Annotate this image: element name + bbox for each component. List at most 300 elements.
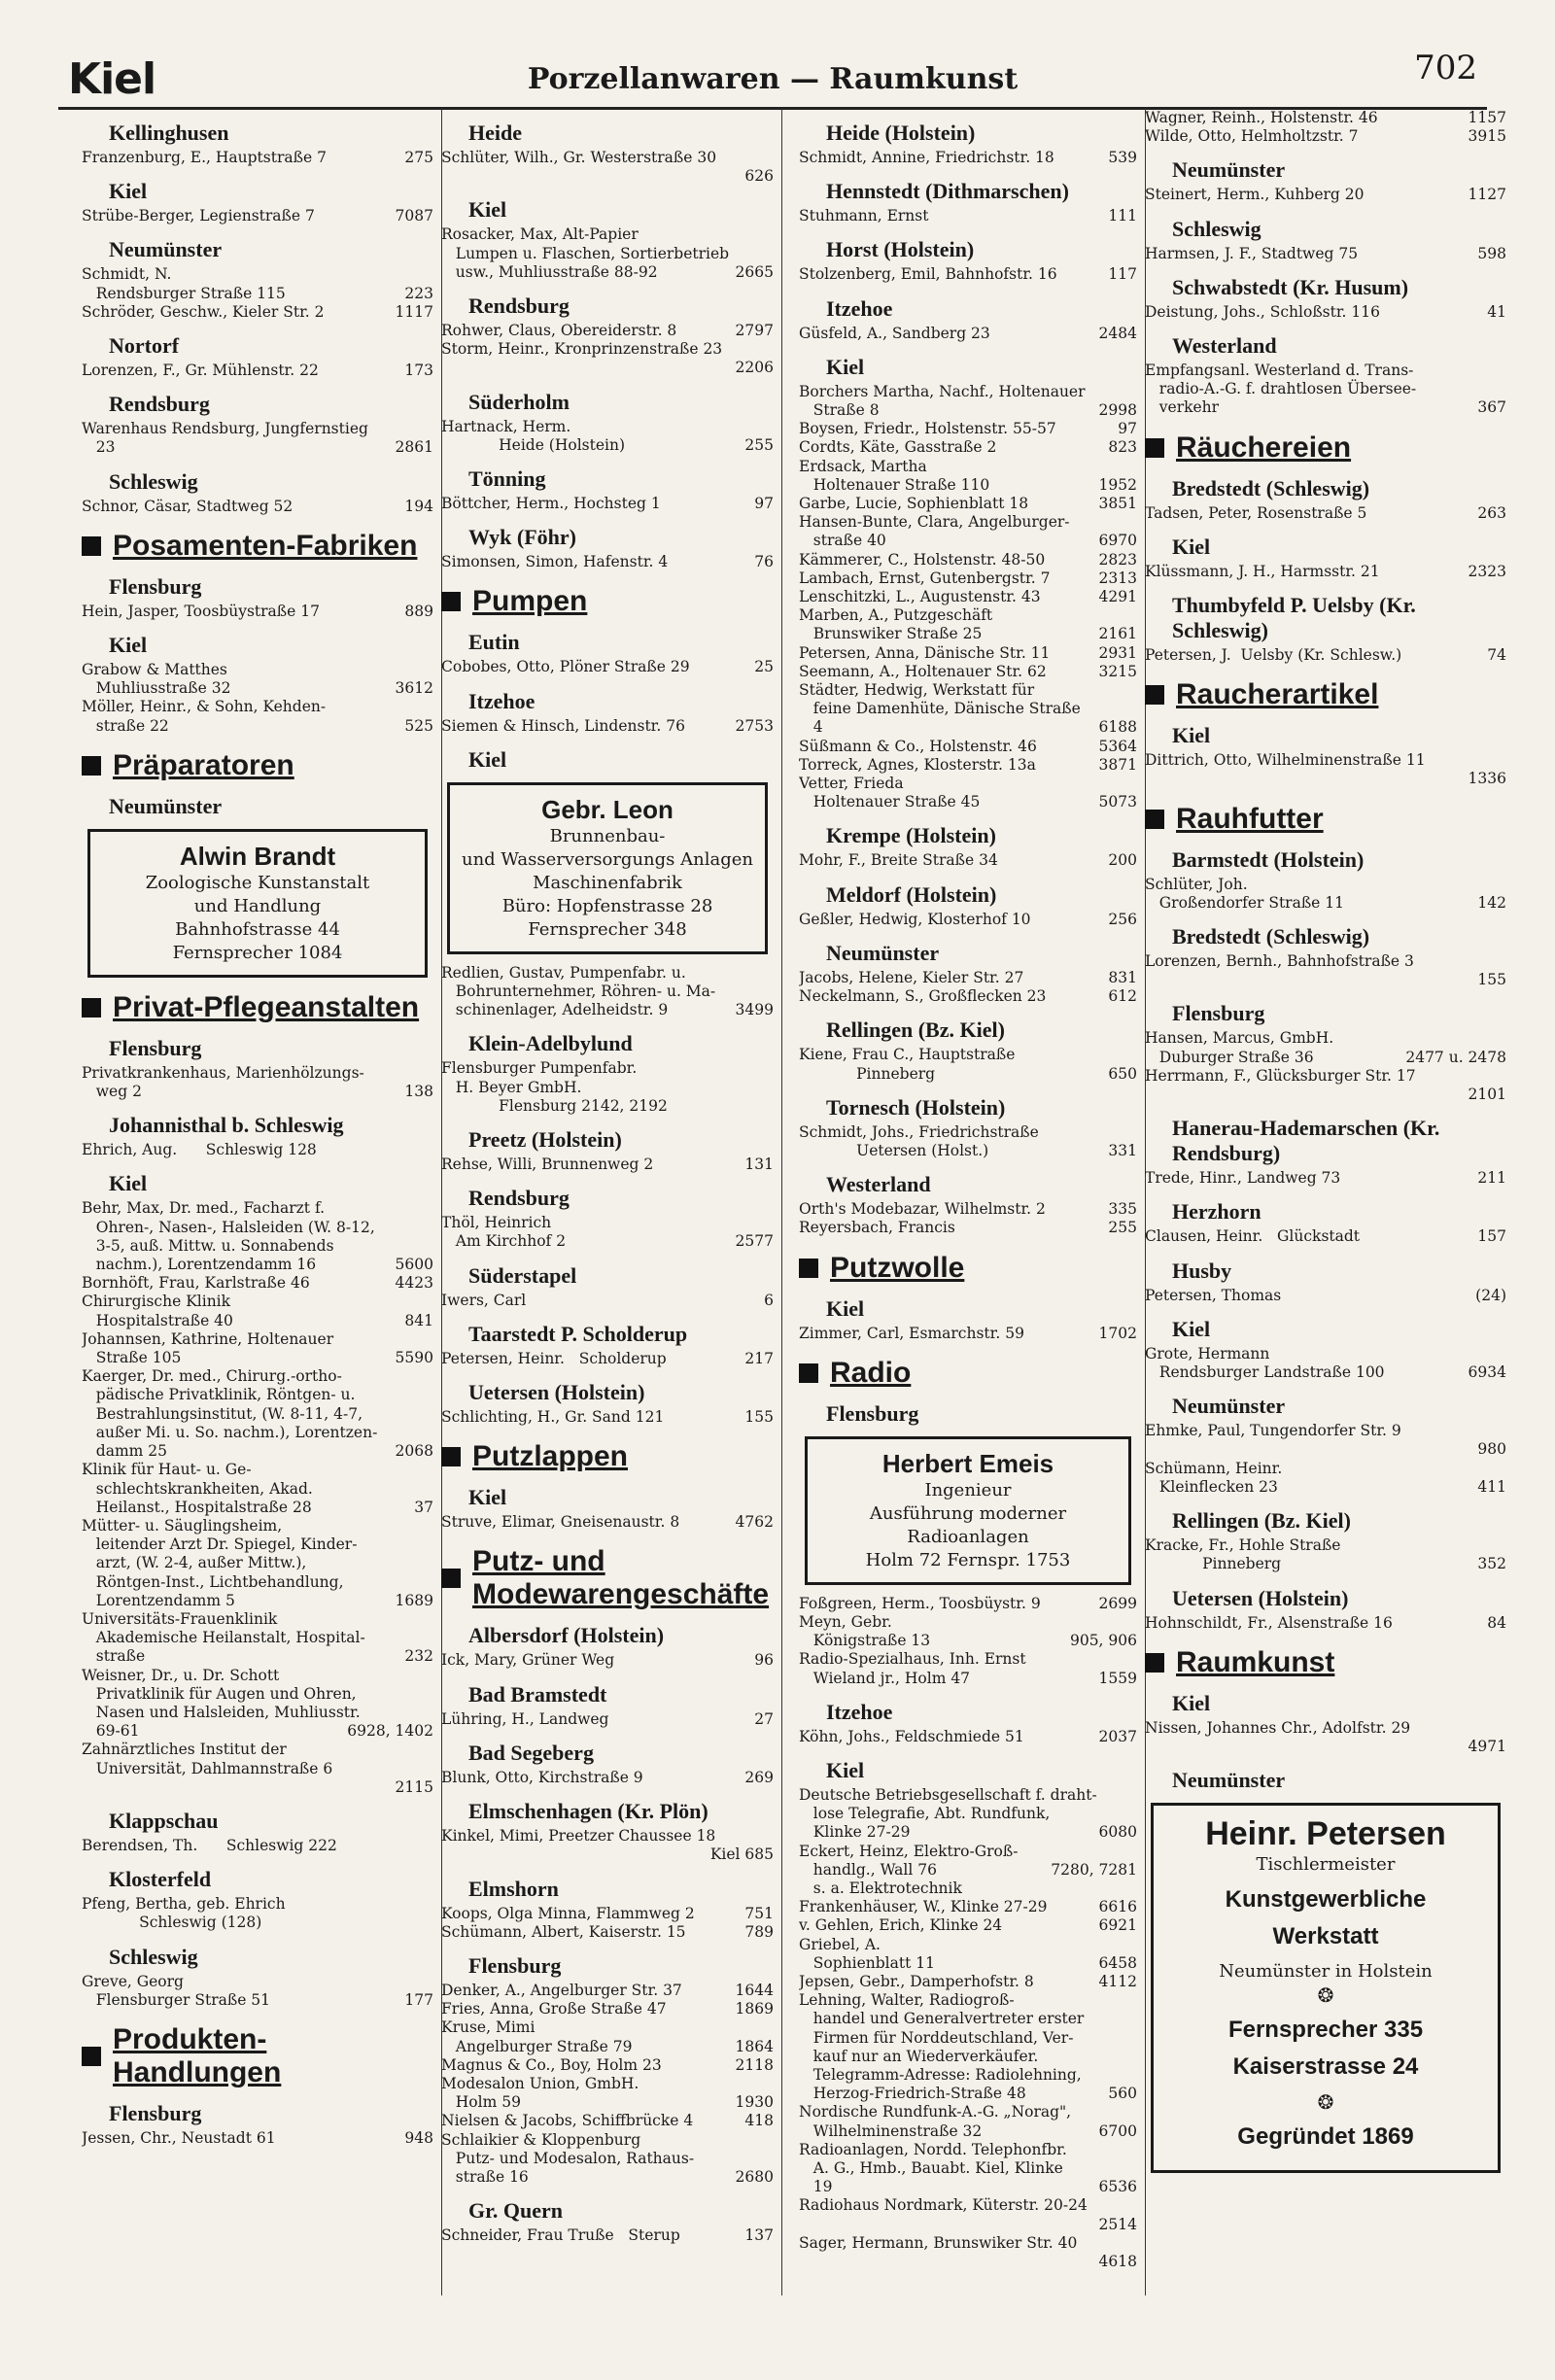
entry-name: straße 22 [82,716,169,735]
entry-phone: 5073 [1098,793,1137,811]
listing-entry [441,717,774,736]
entry-name: Magnus & Co., Boy, Holm 23 [441,2055,662,2074]
listing-entry [799,207,1137,225]
entry-name: Schleswig (128) [82,1914,262,1932]
entry-name: Harmsen, J. F., Stadtweg 75 [1145,244,1359,262]
listing-entry [441,1769,774,1787]
entry-phone: 1117 [395,302,433,321]
entry-name: Schnor, Cäsar, Stadtweg 52 [82,497,294,515]
listing-entry [1145,1440,1506,1459]
entry-name: Böttcher, Herm., Hochsteg 1 [441,495,661,513]
entry-name: Lorentzendamm 5 [82,1591,235,1609]
entry-phone: 117 [1108,265,1137,284]
ad-line: Radioanlagen [907,1526,1029,1547]
section-title [82,2023,433,2089]
entry-phone: 1702 [1098,1324,1137,1342]
place-heading: Rendsburg [468,1186,570,1211]
entry-phone: 138 [404,1083,433,1101]
listing-entry [82,285,433,303]
entry-name: Klinik für Haut- u. Ge- [82,1461,252,1479]
entry-name: Steinert, Herm., Kuhberg 20 [1145,186,1365,204]
place-heading: Neumünster [826,940,940,965]
entry-name: Petersen, J. Uelsby (Kr. Schlesw.) [1145,646,1402,665]
bullet-square-icon [1145,685,1164,705]
entry-name: Schmidt, Johs., Friedrichstraße [799,1122,1039,1141]
entry-name: Rendsburger Landstraße 100 [1145,1363,1385,1382]
section-title-text: Radio [830,1356,912,1389]
listing-entry [799,2253,1137,2271]
listing-entry [82,1349,433,1367]
listing-entry [441,322,774,340]
listing-entry [799,458,1137,476]
listing-entry [82,1199,433,1218]
entry-name: Marben, A., Putzgeschäft [799,606,993,625]
entry-name: Privatklinik für Augen und Ohren, [82,1684,357,1703]
section-title-text: Präparatoren [113,748,294,781]
place-heading: Krempe (Holstein) [826,823,996,848]
place-heading: Flensburg [109,573,202,599]
entry-name: nachm.), Lorentzendamm 16 [82,1256,317,1274]
listing-entry [1145,563,1506,581]
entry-name: v. Gehlen, Erich, Klinke 24 [799,1916,1003,1935]
listing-entry [82,1535,433,1554]
entry-name: Güsfeld, A., Sandberg 23 [799,324,990,342]
entry-name: kauf nur an Wiederverkäufer. [799,2047,1039,2065]
entry-name: Bohrunternehmer, Röhren- u. Ma- [441,983,716,1001]
listing-entry [1145,245,1506,263]
listing-entry [441,2018,774,2037]
entry-name: Duburger Straße 36 [1145,1048,1314,1066]
entry-name: Pinneberg [799,1064,936,1083]
listing-entry [441,1350,774,1368]
listing-entry [441,658,774,676]
entry-name: Denker, A., Angelburger Str. 37 [441,1981,682,1999]
bullet-square-icon [441,1447,461,1466]
listing-entry [1145,646,1506,665]
listing-entry [82,1760,433,1778]
entry-name: Jacobs, Helene, Kieler Str. 27 [799,968,1024,986]
place-heading: Kiel [1172,1316,1211,1341]
ad-title: Alwin Brandt [179,841,336,871]
listing-entry [441,1097,774,1116]
place-heading: Kiel [468,197,507,223]
entry-name: Tadsen, Peter, Rosenstraße 5 [1145,503,1367,522]
ad-line: ❂ [1317,2090,1334,2115]
listing-entry [1145,1029,1506,1048]
section-title-text: Putzlappen [472,1440,629,1473]
place-heading: Nortorf [109,333,180,359]
listing-entry [82,1991,433,2010]
entry-name: Schmidt, Annine, Friedrichstr. 18 [799,149,1054,166]
entry-name: Flensburger Pumpenfabr. [441,1059,638,1078]
place-heading: Kiel [826,1757,865,1782]
entry-phone: 211 [1477,1169,1506,1188]
place-heading: Husby [1172,1258,1232,1283]
ad-line: Fernsprecher 348 [528,918,687,940]
entry-phone: 539 [1108,149,1137,166]
entry-name: leitender Arzt Dr. Spiegel, Kinder- [82,1535,358,1554]
listing-entry [799,1219,1137,1237]
listing-entry [799,2234,1137,2253]
listing-entry [82,420,433,438]
place-heading: Kiel [109,179,148,204]
section-title [82,991,433,1024]
entry-name: Blunk, Otto, Kirchstraße 9 [441,1768,643,1786]
entry-name: Stolzenberg, Emil, Bahnhofstr. 16 [799,265,1057,284]
entry-name: Strübe-Berger, Legienstraße 7 [82,207,315,225]
entry-name: Stuhmann, Ernst [799,207,929,225]
listing-entry [799,987,1137,1006]
place-heading: Neumünster [1172,157,1286,183]
entry-name: Ehrich, Aug. Schleswig 128 [82,1141,317,1159]
entry-name: Empfangsanl. Westerland d. Trans- [1145,362,1414,380]
place-heading: Klosterfeld [109,1867,212,1892]
listing-entry [799,700,1137,718]
listing-entry [82,1704,433,1722]
listing-entry [1145,504,1506,523]
entry-name: Flensburg 2142, 2192 [441,1096,668,1115]
entry-name: Schlaikier & Kloppenburg [441,2130,641,2149]
entry-phone: 7087 [395,207,433,225]
entry-name: Schmidt, N. [82,265,172,284]
section-title-text: Raumkunst [1176,1645,1335,1678]
listing-entry [1145,1049,1506,1067]
entry-name: Möller, Heinr., & Sohn, Kehden- [82,698,327,716]
ad-line: Ingenieur [924,1479,1012,1500]
ad-line: Maschinenfabrik [533,872,682,893]
listing-entry [82,207,433,225]
page-number: 702 [1414,49,1477,87]
entry-name: schinenlager, Adelheidstr. 9 [441,1001,669,1019]
entry-name: Seemann, A., Holtenauer Str. 62 [799,662,1047,680]
listing-entry [799,1595,1137,1613]
entry-name: Hohnschildt, Fr., Alsenstraße 16 [1145,1613,1393,1632]
entry-name: Berendsen, Th. Schleswig 222 [82,1836,337,1854]
entry-name: Schlüter, Joh. [1145,875,1248,893]
entry-phone: 27 [754,1709,774,1728]
entry-phone: 4423 [395,1274,433,1293]
entry-name: schlechtskrankheiten, Akad. [82,1479,313,1498]
listing-entry [441,418,774,436]
entry-phone: 263 [1477,503,1506,522]
entry-name: Garbe, Lucie, Sophienblatt 18 [799,495,1029,513]
bullet-square-icon [82,536,101,556]
entry-name: Behr, Max, Dr. med., Facharzt f. [82,1199,326,1218]
entry-name: straße 40 [799,532,886,550]
listing-entry [441,1059,774,1078]
entry-name: Röntgen-Inst., Lichtbehandlung, [82,1572,344,1591]
place-heading: Elmshorn [468,1876,559,1901]
ad-line: Bahnhofstrasse 44 [175,918,340,940]
listing-entry [799,1065,1137,1084]
listing-entry [441,2056,774,2075]
listing-entry [82,1083,433,1101]
entry-name: Wagner, Reinh., Holstenstr. 46 [1145,109,1378,126]
entry-phone: 4291 [1098,588,1137,606]
entry-name: Wilde, Otto, Helmholtzstr. 7 [1145,127,1359,146]
entry-name: Reyersbach, Francis [799,1219,955,1237]
entry-name: Heide (Holstein) [441,435,625,454]
entry-phone: 418 [744,2112,774,2130]
entry-phone: 2101 [1468,1086,1506,1104]
entry-name: Universitäts-Frauenklinik [82,1609,278,1628]
column-2 [441,109,782,2295]
ad-line: Kunstgewerbliche [1225,1886,1427,1914]
listing-entry [441,2000,774,2018]
listing-entry [82,1610,433,1629]
entry-name: Grabow & Matthes [82,661,227,679]
place-heading: Johannisthal b. Schleswig [109,1113,344,1138]
listing-entry [799,1843,1137,1861]
entry-phone: 789 [744,1922,774,1941]
listing-entry [441,1079,774,1097]
section-title [799,1357,1137,1390]
entry-name: Holtenauer Straße 45 [799,793,981,811]
ad-line: Ausführung moderner [869,1502,1067,1524]
listing-entry [82,1722,433,1741]
entry-phone: 1336 [1468,770,1506,788]
listing-entry [799,793,1137,811]
place-heading: Albersdorf (Holstein) [468,1623,665,1648]
ad-line: Neumünster in Holstein [1219,1961,1433,1983]
entry-name: Vetter, Frieda [799,775,904,793]
entry-phone: 841 [404,1311,433,1329]
entry-name: Radiohaus Nordmark, Küterstr. 20-24 [799,2196,1088,2215]
ad-line: Fernsprecher 335 [1227,2017,1424,2044]
listing-entry [799,1805,1137,1823]
entry-phone: 6970 [1098,532,1137,550]
entry-phone: 5590 [395,1349,433,1367]
entry-phone: 2477 u. 2478 [1405,1048,1506,1066]
entry-name: Greve, Georg [82,1972,184,1990]
listing-entry [1145,380,1506,398]
listing-entry [799,1916,1137,1935]
entry-name: Jepsen, Gebr., Damperhofstr. 8 [799,1972,1034,1990]
bullet-square-icon [799,1363,818,1383]
entry-name: Telegramm-Adresse: Radiolehning, [799,2065,1082,2084]
entry-name: Schlichting, H., Gr. Sand 121 [441,1408,665,1427]
entry-name: Petersen, Heinr. Scholderup [441,1349,667,1367]
listing-entry [1145,127,1506,146]
listing-entry [799,1973,1137,1991]
entry-name: Straße 105 [82,1349,182,1367]
entry-phone: Kiel 685 [709,1845,774,1864]
place-heading: Itzehoe [826,1699,893,1724]
entry-name: Radioanlagen, Nordd. Telephonfbr. [799,2140,1067,2158]
listing-entry [441,1905,774,1923]
entry-name: Zimmer, Carl, Esmarchstr. 59 [799,1324,1024,1342]
listing-entry [799,1046,1137,1064]
listing-entry [1145,971,1506,989]
listing-entry [82,1461,433,1479]
place-heading: Barmstedt (Holstein) [1172,846,1365,872]
entry-name: Warenhaus Rendsburg, Jungfernstieg [82,420,368,438]
entry-phone: 2037 [1098,1727,1137,1745]
entry-name: Franzenburg, E., Hauptstraße 7 [82,149,327,166]
listing-entry [799,738,1137,756]
entry-phone: 6934 [1468,1363,1506,1382]
listing-entry [82,1480,433,1499]
entry-name: Thöl, Heinrich [441,1214,552,1232]
listing-entry [799,1142,1137,1160]
entry-name: Hein, Jasper, Toosbüystraße 17 [82,602,320,620]
entry-name: Iwers, Carl [441,1291,527,1309]
advertisement-box [805,1436,1131,1585]
listing-entry [441,495,774,513]
place-heading: Heide [468,121,522,145]
listing-entry [82,1914,433,1932]
entry-name: Lumpen u. Flaschen, Sortierbetrieb [441,244,730,262]
listing-entry [1145,1738,1506,1756]
place-heading: Bad Bramstedt [468,1681,607,1707]
entry-name: Lorenzen, F., Gr. Mühlenstr. 22 [82,362,319,380]
listing-entry [441,1845,774,1864]
entry-phone: 411 [1477,1477,1506,1496]
listing-entry [441,2168,774,2187]
entry-name: Städter, Hedwig, Werkstatt für [799,681,1035,700]
entry-name: Torreck, Agnes, Klosterstr. 13a [799,755,1036,774]
entry-phone: 1869 [735,2000,774,2018]
place-heading: Hennstedt (Dithmarschen) [826,179,1069,204]
entry-phone: 3215 [1098,662,1137,680]
listing-entry [1145,952,1506,971]
bullet-square-icon [1145,1653,1164,1673]
listing-entry [82,698,433,716]
entry-phone: 2797 [735,322,774,340]
entry-phone: 275 [404,149,433,166]
place-heading: Schleswig [109,468,198,494]
listing-entry [799,1880,1137,1898]
entry-phone: 1559 [1098,1669,1137,1687]
entry-name: Nissen, Johannes Chr., Adolfstr. 29 [1145,1718,1411,1737]
section-title [441,585,774,618]
listing-entry [82,1424,433,1442]
listing-entry [82,362,433,380]
listing-entry [441,983,774,1001]
listing-entry [82,1741,433,1759]
place-heading: Gr. Quern [468,2198,563,2224]
listing-entry [799,1991,1137,2010]
entry-name: Rendsburger Straße 115 [82,284,286,302]
section-heading: Porzellanwaren — Raumkunst [527,62,1019,96]
entry-phone: 6080 [1098,1823,1137,1842]
entry-phone: 2823 [1098,550,1137,569]
section-title-text: Putzwolle [830,1251,965,1284]
entry-phone: 831 [1108,968,1137,986]
entry-name: radio-A.-G. f. drahtlosen Übersee- [1145,380,1417,398]
entry-phone: 1127 [1468,186,1506,204]
listing-entry [82,661,433,679]
entry-phone: 200 [1108,851,1137,870]
place-heading: Horst (Holstein) [826,237,975,262]
entry-name: Lorenzen, Bernh., Bahnhofstraße 3 [1145,952,1414,971]
listing-entry [441,553,774,571]
listing-entry [1145,1287,1506,1305]
entry-name: Ohren-, Nasen-, Halsleiden (W. 8-12, [82,1218,375,1236]
ad-line: Gegründet 1869 [1237,2123,1414,2151]
entry-name: Holtenauer Straße 110 [799,475,990,494]
entry-phone: 6536 [1098,2178,1137,2196]
place-heading: Rendsburg [109,392,210,417]
entry-name: Nielsen & Jacobs, Schiffbrücke 4 [441,2112,694,2130]
entry-name: Ehmke, Paul, Tungendorfer Str. 9 [1145,1422,1401,1440]
listing-entry [441,2093,774,2112]
listing-entry [1145,398,1506,417]
entry-name: Köhn, Johs., Feldschmiede 51 [799,1727,1024,1745]
place-heading: Uetersen (Holstein) [1172,1585,1349,1610]
entry-phone: 2484 [1098,324,1137,342]
listing-entry [441,1156,774,1174]
entry-name: Orth's Modebazar, Wilhelmstr. 2 [799,1200,1046,1219]
ad-line: Fernsprecher 1084 [172,942,343,963]
entry-name: Griebel, A. [799,1935,881,1953]
entry-phone: 194 [404,497,433,515]
entry-phone: 367 [1477,398,1506,417]
bullet-square-icon [1145,810,1164,829]
listing-entry [82,1367,433,1386]
entry-name: Bornhöft, Frau, Karlstraße 46 [82,1274,310,1293]
listing-entry [441,225,774,244]
entry-phone: (24) [1475,1286,1506,1304]
entry-phone: 560 [1108,2085,1137,2103]
ad-line: Brunnenbau- [549,825,666,846]
place-heading: Bredstedt (Schleswig) [1172,924,1370,949]
listing-entry [1145,109,1506,127]
listing-entry [799,495,1137,513]
entry-name: Uetersen (Holst.) [799,1141,989,1159]
entry-name: Rohwer, Claus, Obereiderstr. 8 [441,322,677,340]
entry-phone: 25 [754,658,774,676]
city-heading: Kiel [68,54,156,104]
entry-phone: 352 [1477,1555,1506,1573]
listing-entry [82,1554,433,1572]
place-heading: Kiel [109,1171,148,1196]
entry-name: Schlüter, Wilh., Gr. Westerstraße 30 [441,149,717,166]
entry-phone: 4618 [1098,2253,1137,2271]
entry-name: Petersen, Anna, Dänische Str. 11 [799,643,1051,662]
entry-phone: 5600 [395,1256,433,1274]
entry-phone: 5364 [1098,737,1137,755]
place-heading: Kiel [1172,534,1211,559]
listing-entry [82,1312,433,1330]
place-heading: Kiel [468,746,507,772]
entry-name: Lehning, Walter, Radiogroß- [799,1991,1015,2010]
listing-entry [799,325,1137,343]
ad-line: Holm 72 Fernspr. 1753 [865,1549,1071,1570]
entry-name: straße [82,1647,146,1666]
entry-name: Akademische Heilanstalt, Hospital- [82,1629,365,1647]
place-heading: Uetersen (Holstein) [468,1380,645,1405]
entry-name: Klinke 27-29 [799,1823,911,1842]
entry-name: H. Beyer GmbH. [441,1078,582,1096]
entry-phone: 155 [744,1408,774,1427]
listing-entry [82,1592,433,1610]
listing-entry [82,1405,433,1424]
entry-name: Trede, Hinr., Landweg 73 [1145,1169,1341,1188]
place-heading: Flensburg [468,1952,562,1978]
column-4 [1145,109,1506,2295]
entry-name: Hospitalstraße 40 [82,1311,233,1329]
listing-entry [441,2075,774,2093]
place-heading: Süderholm [468,389,570,414]
entry-name: Cordts, Käte, Gasstraße 2 [799,438,997,457]
entry-name: Siemen & Hinsch, Lindenstr. 76 [441,716,685,735]
listing-entry [1145,876,1506,894]
section-title [799,1252,1137,1285]
entry-name: Weisner, Dr., u. Dr. Schott [82,1666,280,1684]
entry-phone: 1157 [1468,109,1506,126]
ad-title: Gebr. Leon [541,794,674,824]
